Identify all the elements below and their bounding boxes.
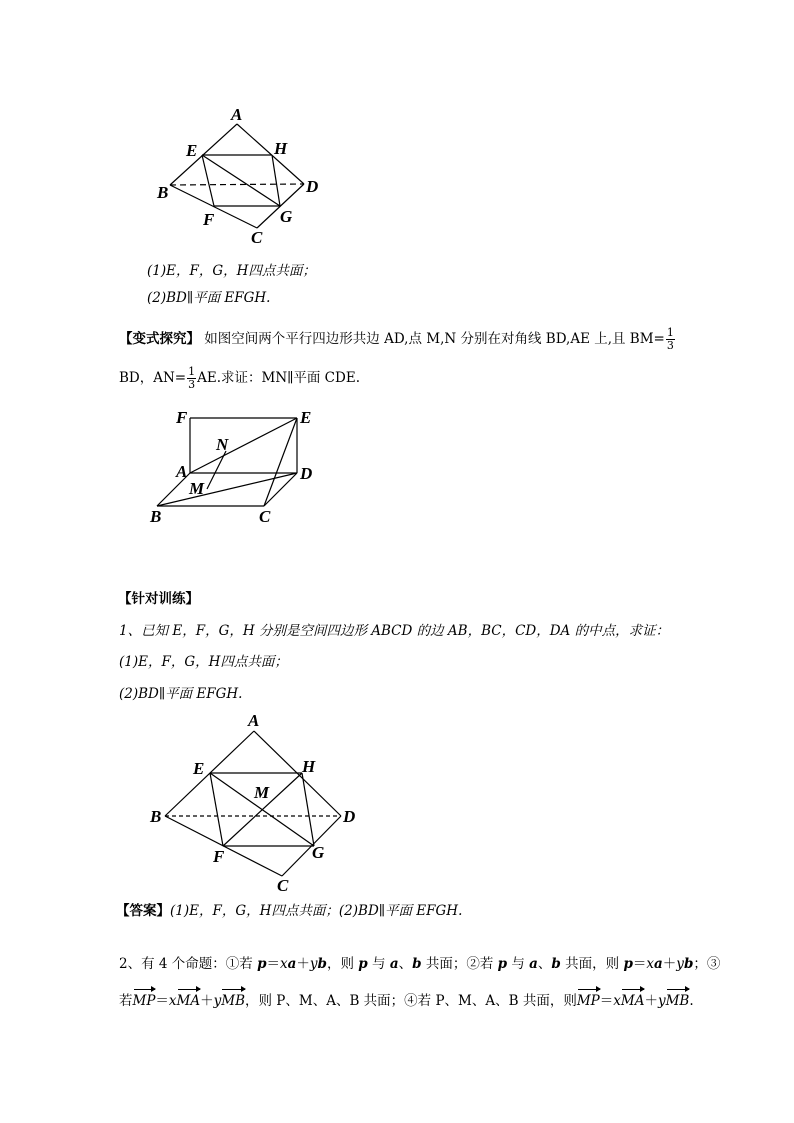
label-F: F bbox=[213, 847, 225, 866]
label-D: D bbox=[306, 177, 319, 196]
answer-label: 【答案】 bbox=[116, 903, 170, 919]
label-E: E bbox=[300, 408, 312, 427]
label-B: B bbox=[150, 807, 162, 826]
label-E: E bbox=[193, 759, 205, 778]
vector-MB-2: MB bbox=[665, 993, 690, 1009]
label-F: F bbox=[176, 408, 188, 427]
label-A: A bbox=[176, 462, 188, 481]
fraction-one-third-a: $\frac{1}{3}$ bbox=[666, 326, 674, 352]
label-A: A bbox=[231, 105, 243, 124]
problem2-line-2: 若MP＝xMA＋yMB，则 P、M、A、B 共面；④若 P、M、A、B 共面，则MP＝xMA＋yMB. bbox=[119, 993, 694, 1009]
label-D: D bbox=[300, 464, 313, 483]
variant-text-1: 如图空间两个平行四边形共边 AD,点 M,N 分别在对角线 BD,AE 上,且 BM= bbox=[204, 331, 665, 347]
label-M: M bbox=[189, 479, 205, 498]
label-E: E bbox=[186, 141, 198, 160]
label-A: A bbox=[248, 711, 260, 730]
label-M: M bbox=[254, 783, 270, 802]
label-B: B bbox=[150, 507, 162, 526]
training-heading: 【针对训练】 bbox=[118, 591, 199, 607]
label-F: F bbox=[203, 210, 215, 229]
training-p1-answer bbox=[116, 902, 462, 920]
part1-q2: (2)BD∥平面 EFGH. bbox=[147, 290, 271, 306]
label-B: B bbox=[157, 183, 169, 202]
label-H: H bbox=[274, 139, 288, 158]
training-p1-stem: 1、已知 E，F，G，H 分别是空间四边形 ABCD 的边 AB，BC，CD，DA 的中点，求证： bbox=[119, 623, 670, 639]
vector-MA: MA bbox=[176, 993, 201, 1009]
label-H: H bbox=[302, 757, 316, 776]
variant-text-2a: BD，AN= bbox=[119, 370, 187, 386]
fraction-one-third-b: $\frac{1}{3}$ bbox=[188, 365, 196, 391]
training-p1-q2: (2)BD∥平面 EFGH. bbox=[119, 686, 243, 702]
variant-text-2b: AE.求证：MN∥平面 CDE. bbox=[197, 370, 360, 386]
edge-EF bbox=[210, 773, 223, 846]
label-N: N bbox=[216, 435, 229, 454]
vector-MB: MB bbox=[221, 993, 246, 1009]
answer-text: (1)E，F，G，H四点共面；(2)BD∥平面 EFGH. bbox=[170, 903, 463, 919]
vector-MP-2: MP bbox=[576, 993, 600, 1009]
label-C: C bbox=[251, 228, 263, 247]
training-p1-q1: (1)E，F，G，H四点共面； bbox=[119, 654, 288, 670]
label-G: G bbox=[280, 207, 293, 226]
label-C: C bbox=[259, 507, 271, 526]
part1-q1: (1)E，F，G，H四点共面； bbox=[147, 263, 316, 279]
problem2-line-1: 2、有 4 个命题：①若 p＝xa＋yb，则 p 与 a、b 共面；②若 p 与 a、b 共面，则 p＝xa＋yb；③ bbox=[119, 956, 721, 972]
variant-heading: 【变式探究】 bbox=[119, 331, 200, 347]
vector-MP: MP bbox=[132, 993, 156, 1009]
label-D: D bbox=[343, 807, 356, 826]
label-C: C bbox=[277, 876, 289, 895]
label-G: G bbox=[312, 843, 325, 862]
vector-MA-2: MA bbox=[620, 993, 645, 1009]
